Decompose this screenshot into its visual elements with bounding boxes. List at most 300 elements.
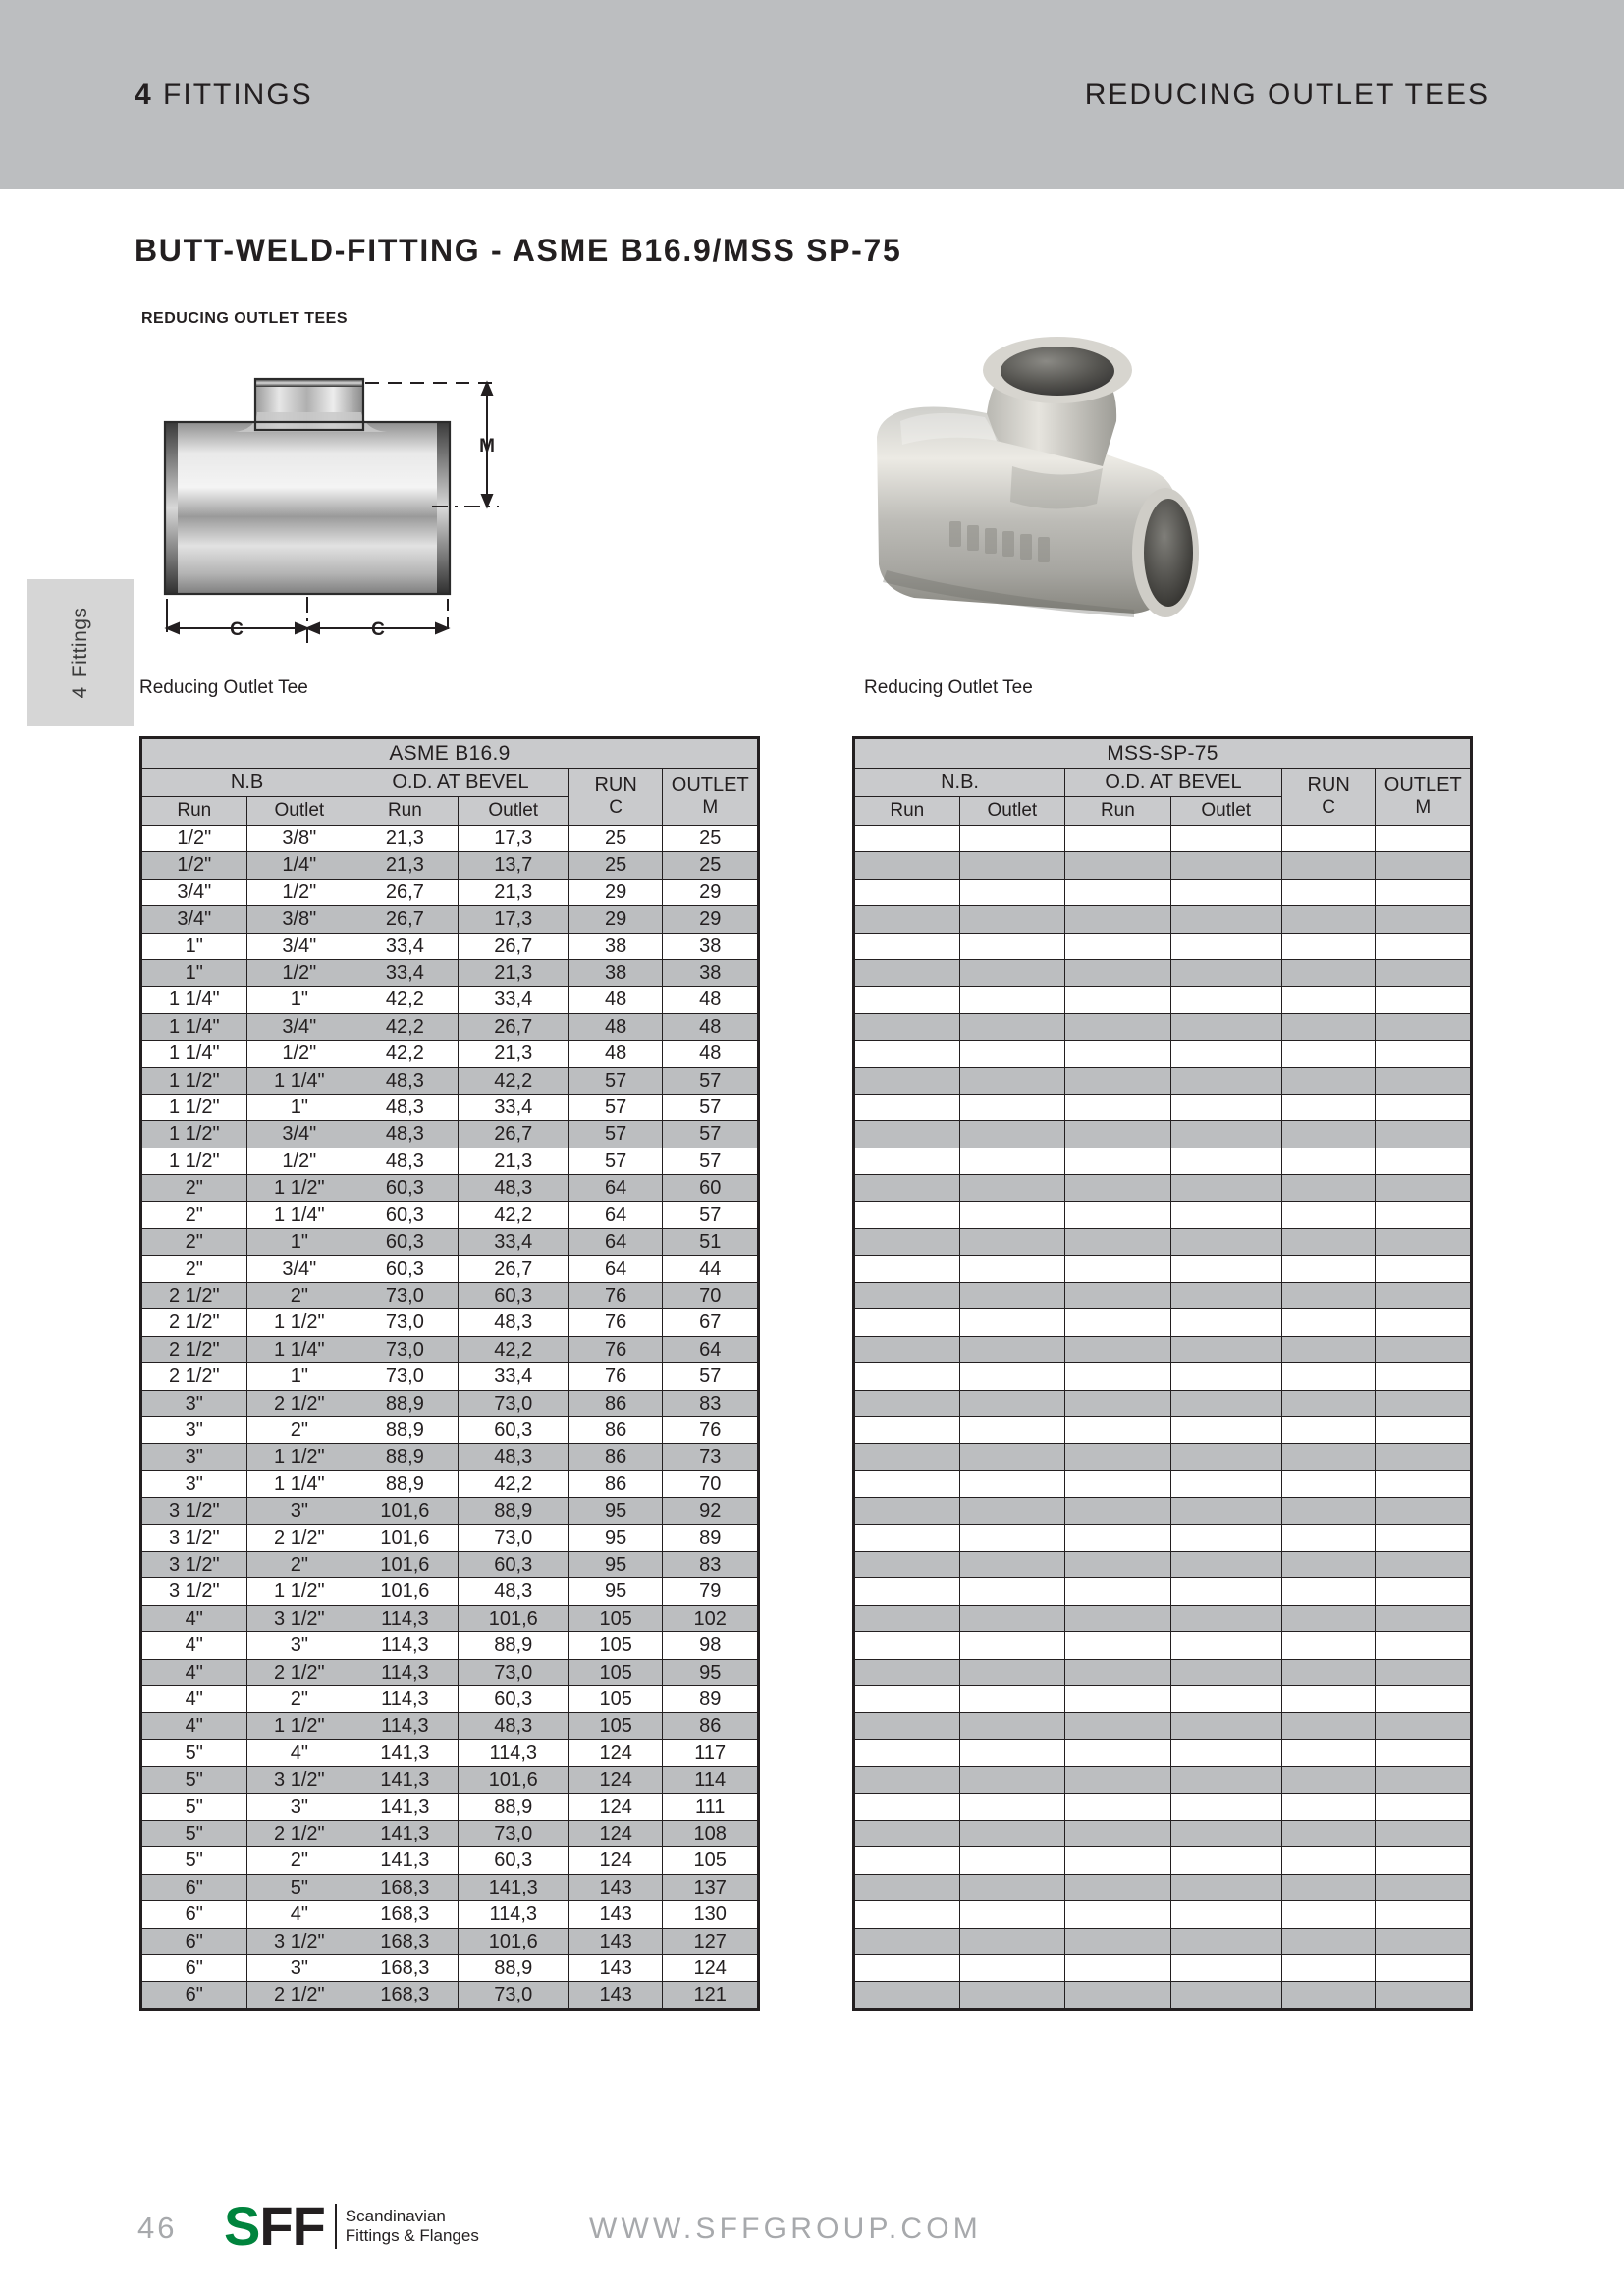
table-cell: 1/2": [141, 852, 247, 879]
table-cell: 88,9: [352, 1470, 459, 1497]
mss-group-od: O.D. AT BEVEL: [1065, 769, 1282, 797]
table-row: [854, 1632, 1472, 1659]
table-cell: 33,4: [352, 933, 459, 959]
table-cell: 86: [568, 1416, 663, 1443]
table-cell: 2": [246, 1416, 352, 1443]
table-cell-empty: [1170, 987, 1281, 1013]
table-row: [854, 1874, 1472, 1900]
table-row: [854, 1175, 1472, 1201]
table-cell-empty: [959, 1148, 1065, 1174]
table-cell-empty: [959, 933, 1065, 959]
table-cell-empty: [854, 1041, 960, 1067]
table-cell: 98: [663, 1632, 759, 1659]
table-row: [854, 1928, 1472, 1954]
table-cell-empty: [1170, 1363, 1281, 1390]
table-cell-empty: [1376, 1928, 1472, 1954]
table-cell-empty: [854, 1767, 960, 1793]
table-row: [854, 1847, 1472, 1874]
table-cell-empty: [959, 906, 1065, 933]
table-row: [141, 1659, 759, 1685]
table-cell: 25: [568, 826, 663, 852]
table-cell: 48: [663, 987, 759, 1013]
figure-caption-right: Reducing Outlet Tee: [864, 677, 1033, 698]
table-cell-empty: [1065, 933, 1171, 959]
table-cell: 3": [246, 1955, 352, 1982]
table-cell: 1 1/2": [141, 1095, 247, 1121]
table-cell: 3 1/2": [141, 1524, 247, 1551]
table-row: [854, 1713, 1472, 1739]
mss-sub-nb-outlet: Outlet: [959, 797, 1065, 826]
table-cell-empty: [959, 960, 1065, 987]
table-row: [141, 1632, 759, 1659]
table-cell-empty: [854, 960, 960, 987]
table-cell: 88,9: [352, 1416, 459, 1443]
table-cell-empty: [1376, 960, 1472, 987]
table-cell-empty: [1170, 1444, 1281, 1470]
table-cell: 2 1/2": [246, 1524, 352, 1551]
table-cell-empty: [1065, 852, 1171, 879]
table-cell: 114,3: [352, 1632, 459, 1659]
table-cell: 3 1/2": [141, 1578, 247, 1605]
table-cell: 25: [568, 852, 663, 879]
table-cell: 1 1/4": [246, 1470, 352, 1497]
table-cell: 2 1/2": [246, 1982, 352, 2009]
table-cell-empty: [1376, 1229, 1472, 1255]
mss-sub-od-outlet: Outlet: [1170, 797, 1281, 826]
table-cell: 17,3: [458, 826, 568, 852]
table-cell: 2 1/2": [246, 1659, 352, 1685]
table-cell: 57: [568, 1067, 663, 1094]
asme-b169-table: [139, 736, 760, 2011]
table-row: [854, 1470, 1472, 1497]
table-cell: 141,3: [352, 1821, 459, 1847]
table-cell: 4": [141, 1713, 247, 1739]
table-cell-empty: [854, 1659, 960, 1685]
table-cell: 26,7: [458, 933, 568, 959]
table-cell-empty: [854, 1095, 960, 1121]
table-cell: 143: [568, 1982, 663, 2009]
table-cell: 29: [663, 879, 759, 905]
table-cell-empty: [854, 1955, 960, 1982]
table-cell: 76: [568, 1336, 663, 1362]
sff-logo-mark: [224, 2195, 325, 2257]
table-cell-empty: [1281, 1444, 1376, 1470]
table-cell: 3/4": [246, 1121, 352, 1148]
table-cell: 95: [663, 1659, 759, 1685]
table-cell: 168,3: [352, 1982, 459, 2009]
table-cell: 48: [663, 1041, 759, 1067]
table-cell-empty: [959, 1470, 1065, 1497]
table-cell-empty: [1281, 1390, 1376, 1416]
table-cell: 1 1/2": [246, 1713, 352, 1739]
table-cell: 67: [663, 1309, 759, 1336]
table-cell-empty: [1065, 1793, 1171, 1820]
table-cell-empty: [1065, 1632, 1171, 1659]
mss-group-run: [1281, 769, 1376, 826]
table-cell: 5": [141, 1821, 247, 1847]
table-cell: 48,3: [352, 1095, 459, 1121]
table-cell-empty: [1170, 906, 1281, 933]
table-cell: 2": [246, 1551, 352, 1577]
table-row: [854, 906, 1472, 933]
table-cell-empty: [1281, 1121, 1376, 1148]
table-cell-empty: [1376, 1955, 1472, 1982]
sff-logo-s: S: [224, 2195, 260, 2257]
table-cell-empty: [1170, 1524, 1281, 1551]
table-cell-empty: [1376, 1874, 1472, 1900]
table-cell-empty: [1065, 1874, 1171, 1900]
table-cell-empty: [1376, 1821, 1472, 1847]
table-cell: 168,3: [352, 1955, 459, 1982]
table-cell: 2": [246, 1847, 352, 1874]
table-cell: 73,0: [458, 1982, 568, 2009]
table-cell-empty: [959, 1013, 1065, 1040]
table-row: [854, 1821, 1472, 1847]
asme-group-outlet-symbol: M: [702, 797, 719, 818]
table-cell-empty: [1065, 1336, 1171, 1362]
table-cell-empty: [1170, 1067, 1281, 1094]
table-cell: 101,6: [458, 1928, 568, 1954]
mss-standard-title: MSS-SP-75: [854, 738, 1472, 769]
table-cell: 48,3: [352, 1121, 459, 1148]
table-cell-empty: [854, 987, 960, 1013]
sff-logo: [224, 2197, 479, 2256]
table-row: [854, 1255, 1472, 1282]
table-cell-empty: [1376, 1255, 1472, 1282]
table-cell-empty: [959, 1363, 1065, 1390]
sff-logo-divider: [335, 2204, 337, 2249]
table-cell: 48,3: [458, 1175, 568, 1201]
table-cell: 17,3: [458, 906, 568, 933]
table-cell: 88,9: [352, 1444, 459, 1470]
table-cell-empty: [959, 1095, 1065, 1121]
table-cell-empty: [1376, 1524, 1472, 1551]
table-cell: 2": [141, 1201, 247, 1228]
table-cell-empty: [1170, 1470, 1281, 1497]
table-cell-empty: [1376, 1686, 1472, 1713]
asme-group-header-row: [141, 769, 759, 797]
table-row: [854, 1336, 1472, 1362]
table-cell-empty: [854, 1201, 960, 1228]
table-cell: 1 1/2": [246, 1175, 352, 1201]
mss-sp75-table: [852, 736, 1473, 2011]
table-cell: 5": [141, 1847, 247, 1874]
table-cell: 21,3: [458, 960, 568, 987]
table-row: [141, 1013, 759, 1040]
table-cell-empty: [959, 1686, 1065, 1713]
table-row: [141, 933, 759, 959]
table-cell-empty: [854, 1229, 960, 1255]
table-cell-empty: [1065, 826, 1171, 852]
table-cell: 3/4": [141, 879, 247, 905]
table-cell-empty: [1065, 1229, 1171, 1255]
table-cell: 2 1/2": [141, 1336, 247, 1362]
table-cell: 141,3: [352, 1847, 459, 1874]
asme-group-outlet-label: OUTLET: [671, 774, 749, 796]
table-cell: 3": [141, 1390, 247, 1416]
table-cell: 60,3: [458, 1847, 568, 1874]
table-cell-empty: [1281, 1659, 1376, 1685]
table-cell-empty: [1065, 1498, 1171, 1524]
table-cell-empty: [1170, 1416, 1281, 1443]
table-cell-empty: [1170, 1121, 1281, 1148]
table-cell: 3": [141, 1470, 247, 1497]
table-cell-empty: [1170, 1013, 1281, 1040]
table-cell-empty: [959, 1524, 1065, 1551]
table-row: [854, 1201, 1472, 1228]
table-cell: 92: [663, 1498, 759, 1524]
table-cell: 33,4: [458, 1229, 568, 1255]
table-cell: 89: [663, 1524, 759, 1551]
table-cell-empty: [1376, 987, 1472, 1013]
table-cell: 117: [663, 1739, 759, 1766]
table-cell-empty: [1281, 826, 1376, 852]
table-cell-empty: [1281, 1686, 1376, 1713]
table-cell-empty: [854, 826, 960, 852]
table-cell: 86: [568, 1444, 663, 1470]
table-cell: 29: [568, 879, 663, 905]
table-cell: 4": [246, 1739, 352, 1766]
table-cell-empty: [1170, 1148, 1281, 1174]
table-row: [141, 879, 759, 905]
table-cell: 114: [663, 1767, 759, 1793]
table-row: [854, 987, 1472, 1013]
table-cell-empty: [854, 1901, 960, 1928]
table-cell: 64: [568, 1175, 663, 1201]
table-cell-empty: [854, 1390, 960, 1416]
table-row: [141, 1821, 759, 1847]
table-cell: 6": [141, 1982, 247, 2009]
table-cell-empty: [1281, 1336, 1376, 1362]
table-cell: 2 1/2": [246, 1821, 352, 1847]
table-cell-empty: [1376, 1390, 1472, 1416]
tee-drawing-svg: [108, 361, 560, 656]
table-cell: 141,3: [458, 1874, 568, 1900]
table-cell-empty: [1281, 1901, 1376, 1928]
table-cell-empty: [1281, 1067, 1376, 1094]
table-cell-empty: [854, 1148, 960, 1174]
table-cell: 3/4": [246, 1013, 352, 1040]
table-cell: 114,3: [352, 1605, 459, 1631]
table-cell: 2 1/2": [141, 1309, 247, 1336]
asme-standard-row: [141, 738, 759, 769]
table-cell: 33,4: [458, 1363, 568, 1390]
table-cell-empty: [1281, 879, 1376, 905]
table-cell: 1 1/4": [246, 1201, 352, 1228]
table-cell: 26,7: [458, 1255, 568, 1282]
table-cell: 4": [141, 1659, 247, 1685]
table-cell: 57: [663, 1067, 759, 1094]
asme-table-head: [141, 738, 759, 826]
table-cell: 143: [568, 1901, 663, 1928]
table-cell: 73,0: [458, 1390, 568, 1416]
table-cell-empty: [1281, 987, 1376, 1013]
asme-sub-nb-outlet: Outlet: [246, 797, 352, 826]
table-cell: 48,3: [352, 1148, 459, 1174]
sff-logo-line2: Fittings & Flanges: [345, 2226, 479, 2245]
table-cell: 168,3: [352, 1928, 459, 1954]
table-cell: 3/8": [246, 826, 352, 852]
table-cell: 57: [663, 1148, 759, 1174]
table-cell-empty: [1170, 1847, 1281, 1874]
table-cell-empty: [959, 1928, 1065, 1954]
table-cell: 143: [568, 1955, 663, 1982]
table-cell: 5": [141, 1767, 247, 1793]
table-cell: 57: [663, 1095, 759, 1121]
table-cell-empty: [1065, 1686, 1171, 1713]
table-cell-empty: [959, 1739, 1065, 1766]
table-cell-empty: [1376, 933, 1472, 959]
table-row: [141, 1175, 759, 1201]
table-cell-empty: [1170, 1041, 1281, 1067]
reducing-outlet-tee-drawing: [108, 361, 560, 656]
table-cell-empty: [854, 1821, 960, 1847]
table-row: [141, 1686, 759, 1713]
table-cell: 141,3: [352, 1739, 459, 1766]
table-cell-empty: [1065, 1201, 1171, 1228]
table-cell: 48: [568, 1041, 663, 1067]
table-row: [141, 960, 759, 987]
table-cell: 48,3: [352, 1067, 459, 1094]
table-cell: 101,6: [458, 1767, 568, 1793]
table-cell-empty: [1281, 960, 1376, 987]
table-cell-empty: [1170, 1095, 1281, 1121]
table-cell: 48: [663, 1013, 759, 1040]
table-row: [141, 852, 759, 879]
table-cell: 3 1/2": [141, 1551, 247, 1577]
table-cell-empty: [1281, 1363, 1376, 1390]
table-cell: 3": [141, 1416, 247, 1443]
table-cell: 26,7: [352, 906, 459, 933]
page-subtitle: REDUCING OUTLET TEES: [141, 310, 349, 327]
table-cell-empty: [1170, 1982, 1281, 2009]
table-cell-empty: [1376, 1901, 1472, 1928]
table-cell: 6": [141, 1874, 247, 1900]
table-cell: 2": [141, 1175, 247, 1201]
table-cell: 127: [663, 1928, 759, 1954]
table-cell: 25: [663, 826, 759, 852]
table-cell: 60,3: [352, 1255, 459, 1282]
table-cell-empty: [1065, 1928, 1171, 1954]
table-cell: 2": [141, 1229, 247, 1255]
table-cell: 168,3: [352, 1901, 459, 1928]
table-cell-empty: [1065, 1659, 1171, 1685]
table-row: [854, 1390, 1472, 1416]
mss-table-head: [854, 738, 1472, 826]
table-cell-empty: [1281, 1201, 1376, 1228]
table-cell: 70: [663, 1282, 759, 1308]
table-cell-empty: [1065, 1363, 1171, 1390]
table-cell-empty: [959, 1767, 1065, 1793]
table-cell-empty: [1281, 1041, 1376, 1067]
table-row: [854, 1686, 1472, 1713]
table-cell-empty: [1281, 1148, 1376, 1174]
table-cell-empty: [854, 879, 960, 905]
table-row: [141, 1309, 759, 1336]
table-cell-empty: [1170, 1282, 1281, 1308]
table-row: [854, 1095, 1472, 1121]
table-cell-empty: [1281, 1255, 1376, 1282]
table-cell-empty: [1281, 1793, 1376, 1820]
table-cell-empty: [1170, 1955, 1281, 1982]
dimension-c-extension-lines: [167, 597, 448, 648]
table-cell-empty: [959, 1229, 1065, 1255]
table-cell-empty: [854, 852, 960, 879]
table-row: [854, 1901, 1472, 1928]
table-cell-empty: [854, 1847, 960, 1874]
table-cell-empty: [959, 1901, 1065, 1928]
table-cell-empty: [854, 1578, 960, 1605]
table-cell: 1/2": [246, 1148, 352, 1174]
table-row: [141, 1121, 759, 1148]
table-cell-empty: [959, 1793, 1065, 1820]
table-cell: 1 1/4": [141, 987, 247, 1013]
table-cell-empty: [1065, 1255, 1171, 1282]
table-row: [854, 1041, 1472, 1067]
table-cell: 105: [568, 1605, 663, 1631]
table-cell: 38: [663, 933, 759, 959]
table-cell: 1": [141, 960, 247, 987]
table-cell: 3 1/2": [246, 1767, 352, 1793]
table-cell: 60,3: [458, 1686, 568, 1713]
table-cell: 64: [663, 1336, 759, 1362]
table-cell-empty: [1376, 1847, 1472, 1874]
page-title: BUTT-WELD-FITTING - ASME B16.9/MSS SP-75: [135, 233, 902, 268]
mss-sub-od-run: Run: [1065, 797, 1171, 826]
table-cell: 108: [663, 1821, 759, 1847]
table-cell: 60: [663, 1175, 759, 1201]
page-header-content: [135, 0, 1489, 189]
table-cell: 42,2: [458, 1336, 568, 1362]
table-cell: 70: [663, 1470, 759, 1497]
table-cell-empty: [1281, 933, 1376, 959]
table-row: [141, 1982, 759, 2009]
table-cell: 57: [568, 1095, 663, 1121]
table-cell-empty: [1065, 1416, 1171, 1443]
table-row: [854, 826, 1472, 852]
table-cell-empty: [1170, 1201, 1281, 1228]
table-cell: 29: [568, 906, 663, 933]
table-cell: 73,0: [352, 1282, 459, 1308]
table-cell: 60,3: [352, 1201, 459, 1228]
table-row: [141, 1255, 759, 1282]
table-cell-empty: [959, 1605, 1065, 1631]
table-cell-empty: [1065, 1309, 1171, 1336]
table-row: [141, 1551, 759, 1577]
table-cell: 114,3: [352, 1713, 459, 1739]
table-cell: 3": [246, 1632, 352, 1659]
table-cell: 1": [246, 1095, 352, 1121]
table-cell: 13,7: [458, 852, 568, 879]
table-cell: 42,2: [458, 1201, 568, 1228]
table-row: [141, 1282, 759, 1308]
table-cell: 1 1/2": [141, 1121, 247, 1148]
table-cell-empty: [1281, 1632, 1376, 1659]
table-cell: 44: [663, 1255, 759, 1282]
table-row: [141, 1874, 759, 1900]
table-cell: 1 1/2": [246, 1578, 352, 1605]
table-cell: 26,7: [352, 879, 459, 905]
table-cell: 143: [568, 1928, 663, 1954]
table-cell-empty: [959, 1659, 1065, 1685]
table-cell: 6": [141, 1955, 247, 1982]
table-cell: 101,6: [352, 1578, 459, 1605]
table-cell-empty: [1065, 1390, 1171, 1416]
mss-sub-nb-run: Run: [854, 797, 960, 826]
table-cell-empty: [1281, 1416, 1376, 1443]
table-cell-empty: [1281, 1551, 1376, 1577]
header-section-title: REDUCING OUTLET TEES: [1084, 78, 1489, 111]
